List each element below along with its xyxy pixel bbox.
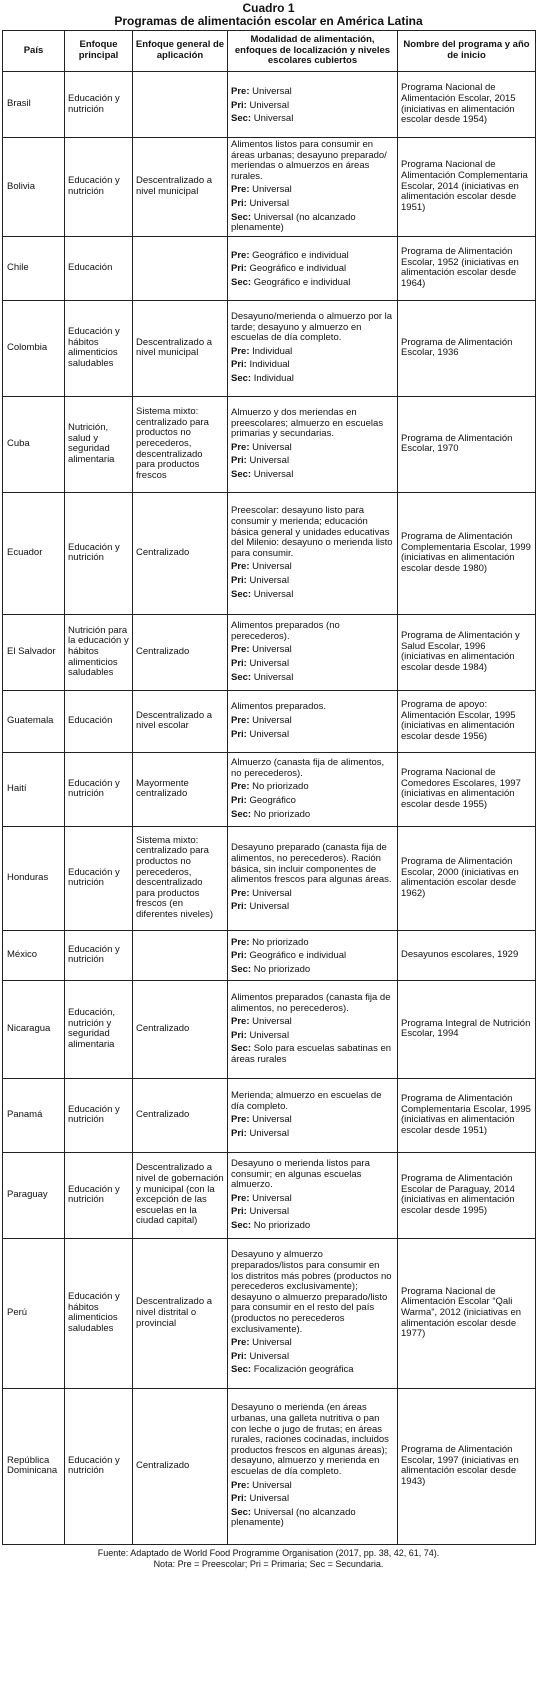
nivel-value: Universal [252, 184, 292, 196]
nivel-value: No priorizado [253, 964, 311, 976]
nivel-value: Geográfico e individual [252, 249, 349, 261]
cell-enfoque: Educación, nutrición y seguridad alimentaria [65, 980, 133, 1078]
nivel-value: Universal [249, 197, 290, 209]
nivel-item [231, 562, 394, 573]
nivel-value: Universal [252, 1016, 292, 1028]
cell-programa: Programa de apoyo: Alimentación Escolar, 1995 (iniciativas en alimentación escolar desde 1956) [398, 690, 536, 752]
table-row [3, 300, 536, 396]
nivel-label: Sec: [231, 671, 252, 683]
table-header-row [3, 31, 536, 72]
cell-programa: Programa Nacional de Comedores Escolares, 1997 (iniciativas en alimentación escolar desde 1955) [398, 752, 536, 826]
nivel-label: Pre: [231, 86, 250, 98]
nivel-value: Individual [253, 372, 294, 384]
nivel-label: Sec: [231, 588, 252, 600]
cell-pais: Cuba [3, 396, 65, 492]
cell-modalidad [228, 138, 398, 237]
nivel-item [231, 1352, 394, 1363]
nivel-label: Sec: [231, 1364, 252, 1376]
table-caption [0, 2, 537, 28]
cell-programa: Programa Nacional de Alimentación Escolar “Qali Warma”, 2012 (iniciativas en alimentación escolar desde 1977) [398, 1238, 536, 1388]
cell-aplicacion: Descentralizado a nivel municipal [133, 138, 228, 237]
cell-aplicacion: Sistema mixto: centralizado para productos no perecederos, descentralizado para productos frescos (en diferentes niveles) [133, 826, 228, 930]
nivel-label: Pri: [231, 901, 247, 913]
nivel-label: Sec: [231, 277, 252, 289]
nivel-item [231, 1508, 394, 1529]
cell-modalidad [228, 826, 398, 930]
cell-programa: Desayunos escolares, 1929 [398, 930, 536, 980]
nivel-item [231, 730, 394, 741]
nivel-item [231, 1221, 394, 1232]
cell-pais: Bolivia [3, 138, 65, 237]
nivel-item [231, 1017, 394, 1028]
nivel-label: Pri: [231, 99, 247, 111]
nivel-label: Pri: [231, 263, 247, 275]
cell-enfoque: Educación y nutrición [65, 930, 133, 980]
nivel-item [231, 938, 394, 949]
nivel-item [231, 1481, 394, 1492]
cell-programa: Programa de Alimentación Escolar de Paraguay, 2014 (iniciativas en alimentación escolar desde 1995) [398, 1152, 536, 1238]
cell-aplicacion: Centralizado [133, 1388, 228, 1544]
table-row [3, 1152, 536, 1238]
nivel-value: Universal (no alcanzado plenamente) [231, 1506, 356, 1529]
cell-pais: Panamá [3, 1078, 65, 1152]
cell-enfoque: Educación y nutrición [65, 752, 133, 826]
nivel-label: Pre: [231, 1114, 250, 1126]
cell-modalidad [228, 300, 398, 396]
table-row [3, 690, 536, 752]
nivel-item [231, 199, 394, 210]
nivel-value: Universal [253, 588, 294, 600]
nivel-label: Pre: [231, 345, 250, 357]
nivel-item [231, 1129, 394, 1140]
nivel-value: Universal [249, 99, 290, 111]
cell-programa: Programa de Alimentación Complementaria Escolar, 1999 (iniciativas en alimentación escolar desde 1980) [398, 492, 536, 614]
nivel-label: Pre: [231, 249, 250, 261]
table-row [3, 1238, 536, 1388]
nivel-label: Pre: [231, 1016, 250, 1028]
modalidad-text: Preescolar: desayuno listo para consumir y merienda; educación básica general y unidades educativas del Milenio: desayuno o merienda listo para consumir. [231, 505, 393, 559]
modalidad-text: Merienda; almuerzo en escuelas de día completo. [231, 1090, 382, 1112]
nivel-value: Individual [252, 345, 293, 357]
nivel-value: Universal [253, 113, 294, 125]
nivel-value: Geográfico [249, 795, 296, 807]
cell-enfoque: Educación y nutrición [65, 72, 133, 138]
nivel-item [231, 374, 394, 385]
nivel-item [231, 951, 394, 962]
modalidad-text: Alimentos preparados (canasta fija de alimentos, no perecederos). [231, 991, 391, 1014]
nivel-label: Pri: [231, 950, 247, 962]
nivel-item [231, 889, 394, 900]
nivel-label: Pre: [231, 781, 250, 793]
modalidad-text: Alimentos listos para consumir en áreas urbanas; desayuno preparado/ meriendas o almuerzos en áreas rurales. [231, 139, 387, 182]
nivel-value: Geográfico e individual [253, 277, 351, 289]
modalidad-text: Alimentos preparados (no perecederos). [231, 620, 340, 642]
nivel-value: Solo para escuelas sabatinas en áreas rurales [231, 1043, 392, 1065]
table-body [3, 72, 536, 1545]
nivel-item [231, 101, 394, 112]
cell-modalidad [228, 614, 398, 690]
cell-modalidad [228, 980, 398, 1078]
cell-modalidad [228, 1152, 398, 1238]
cell-enfoque: Educación y nutrición [65, 1078, 133, 1152]
nivel-label: Sec: [231, 964, 252, 976]
cell-enfoque: Nutrición para la educación y hábitos alimenticios saludables [65, 614, 133, 690]
nivel-value: No priorizado [252, 781, 309, 793]
nivel-value: Universal [249, 1127, 290, 1139]
cell-aplicacion: Descentralizado a nivel escolar [133, 690, 228, 752]
nivel-value: Universal [253, 468, 294, 480]
nivel-item [231, 360, 394, 371]
table-row [3, 752, 536, 826]
nivel-label: Pri: [231, 1206, 247, 1218]
cell-enfoque: Educación y hábitos alimenticios saludables [65, 1238, 133, 1388]
nivel-item [231, 213, 394, 234]
nivel-label: Pre: [231, 644, 250, 656]
nivel-label: Pri: [231, 795, 247, 807]
nivel-label: Sec: [231, 113, 252, 125]
nivel-label: Sec: [231, 372, 252, 384]
nivel-label: Pre: [231, 1192, 250, 1204]
nivel-item [231, 645, 394, 656]
cell-pais: Paraguay [3, 1152, 65, 1238]
nivel-label: Pri: [231, 1350, 247, 1362]
cell-programa: Programa de Alimentación Escolar, 1952 (iniciativas en alimentación escolar desde 1964) [398, 236, 536, 300]
nivel-item [231, 251, 394, 262]
nivel-value: Universal [249, 1350, 290, 1362]
table-row [3, 492, 536, 614]
cell-modalidad [228, 236, 398, 300]
footer-source: Fuente: Adaptado de World Food Programme Organisation (2017, pp. 38, 42, 61, 74). [97, 1547, 440, 1558]
nivel-item [231, 278, 394, 289]
nivel-label: Pre: [231, 887, 250, 899]
nivel-item [231, 185, 394, 196]
cell-modalidad [228, 1388, 398, 1544]
cell-aplicacion: Descentralizado a nivel de gobernación y municipal (con la excepción de las escuelas en la ciudad capital) [133, 1152, 228, 1238]
cell-modalidad [228, 1078, 398, 1152]
cell-pais: El Salvador [3, 614, 65, 690]
nivel-label: Sec: [231, 468, 252, 480]
nivel-value: Universal [249, 455, 290, 467]
cell-enfoque: Educación y nutrición [65, 492, 133, 614]
header-enfoque: Enfoque principal [65, 31, 133, 72]
table-row [3, 396, 536, 492]
cell-pais: Honduras [3, 826, 65, 930]
nivel-item [231, 782, 394, 793]
nivel-item [231, 114, 394, 125]
nivel-label: Pre: [231, 714, 250, 726]
nivel-value: No priorizado [253, 808, 311, 820]
nivel-value: Universal [252, 86, 292, 98]
cell-pais: Colombia [3, 300, 65, 396]
cell-pais: República Dominicana [3, 1388, 65, 1544]
nivel-label: Pri: [231, 728, 247, 740]
nivel-value: No priorizado [252, 936, 309, 948]
nivel-item [231, 443, 394, 454]
nivel-label: Pri: [231, 574, 247, 586]
cell-programa: Programa Integral de Nutrición Escolar, 1994 [398, 980, 536, 1078]
table-row [3, 980, 536, 1078]
nivel-label: Pri: [231, 197, 247, 209]
cell-aplicacion: Centralizado [133, 980, 228, 1078]
nivel-value: Universal [252, 561, 292, 573]
cell-aplicacion: Centralizado [133, 614, 228, 690]
cell-enfoque: Nutrición, salud y seguridad alimentaria [65, 396, 133, 492]
nivel-label: Pre: [231, 1337, 250, 1349]
nivel-item [231, 1115, 394, 1126]
modalidad-text: Desayuno o merienda listos para consumir; en algunas escuelas almuerzo. [231, 1157, 370, 1191]
cell-modalidad [228, 752, 398, 826]
nivel-item [231, 456, 394, 467]
nivel-label: Pri: [231, 359, 247, 371]
nivel-value: No priorizado [253, 1219, 311, 1231]
cell-enfoque: Educación y nutrición [65, 1388, 133, 1544]
cell-modalidad [228, 492, 398, 614]
cell-aplicacion: Centralizado [133, 492, 228, 614]
nivel-value: Universal [252, 441, 292, 453]
cell-enfoque: Educación y nutrición [65, 1152, 133, 1238]
modalidad-text: Desayuno y almuerzo preparados/listos para consumir en los distritos más pobres (productos no perecederos exclusivamente); desayuno o almuerzo preparado/listo para consumir en el resto del país (productos no perecederos exclusivamente). [231, 1249, 392, 1335]
cell-programa: Programa Nacional de Alimentación Escolar, 2015 (iniciativas en alimentación escolar desde 1954) [398, 72, 536, 138]
cell-aplicacion: Centralizado [133, 1078, 228, 1152]
nivel-value: Universal (no alcanzado plenamente) [231, 211, 356, 234]
table-row [3, 614, 536, 690]
header-aplicacion: Enfoque general de aplicación [133, 31, 228, 72]
modalidad-text: Almuerzo y dos meriendas en preescolares; almuerzo en escuelas primarias y secundarias. [231, 406, 384, 440]
nivel-label: Pri: [231, 658, 247, 670]
cell-pais: Guatemala [3, 690, 65, 752]
cell-programa: Programa de Alimentación Complementaria Escolar, 1995 (iniciativas en alimentación escolar desde 1951) [398, 1078, 536, 1152]
table-footer [0, 1548, 537, 1570]
nivel-label: Pre: [231, 184, 250, 196]
nivel-value: Individual [249, 359, 290, 371]
cell-modalidad [228, 396, 398, 492]
nivel-value: Universal [252, 644, 292, 656]
table-row [3, 236, 536, 300]
nivel-item [231, 965, 394, 976]
cell-aplicacion: Sistema mixto: centralizado para productos no perecederos, descentralizado para productos frescos [133, 396, 228, 492]
cell-modalidad [228, 690, 398, 752]
cell-enfoque: Educación [65, 690, 133, 752]
modalidad-text: Desayuno/merienda o almuerzo por la tarde; desayuno y almuerzo en escuelas de día completo. [231, 310, 393, 344]
table-row [3, 1078, 536, 1152]
nivel-item [231, 264, 394, 275]
nivel-item [231, 1365, 394, 1376]
nivel-value: Focalización geográfica [253, 1364, 354, 1376]
nivel-item [231, 673, 394, 684]
cell-programa: Programa Nacional de Alimentación Complementaria Escolar, 2014 (iniciativas en alimentación escolar desde 1951) [398, 138, 536, 237]
nivel-item [231, 347, 394, 358]
nivel-label: Pre: [231, 441, 250, 453]
table-row [3, 930, 536, 980]
cell-pais: Perú [3, 1238, 65, 1388]
nivel-value: Universal [249, 1029, 290, 1041]
cell-modalidad [228, 72, 398, 138]
nivel-label: Sec: [231, 211, 252, 223]
cell-pais: Nicaragua [3, 980, 65, 1078]
nivel-item [231, 902, 394, 913]
table-row [3, 138, 536, 237]
nivel-item [231, 810, 394, 821]
cell-programa: Programa de Alimentación Escolar, 2000 (iniciativas en alimentación escolar desde 1962) [398, 826, 536, 930]
nivel-value: Universal [249, 1206, 290, 1218]
nivel-value: Geográfico e individual [249, 263, 347, 275]
nivel-item [231, 1031, 394, 1042]
table-row [3, 1388, 536, 1544]
cell-programa: Programa de Alimentación Escolar, 1936 [398, 300, 536, 396]
nivel-label: Pre: [231, 561, 250, 573]
footer-note: Nota: Pre = Preescolar; Pri = Primaria; Sec = Secundaria. [153, 1558, 384, 1569]
cell-enfoque: Educación y hábitos alimenticios saludables [65, 300, 133, 396]
header-pais: País [3, 31, 65, 72]
modalidad-text: Desayuno preparado (canasta fija de alimentos, no perecederos). Ración básica, sin incluir componentes de alimentos frescos para algunas áreas. [231, 842, 392, 886]
nivel-value: Universal [252, 1114, 292, 1126]
nivel-item [231, 796, 394, 807]
nivel-value: Universal [253, 671, 294, 683]
cell-programa: Programa de Alimentación y Salud Escolar, 1996 (iniciativas en alimentación escolar desde 1984) [398, 614, 536, 690]
cell-pais: Chile [3, 236, 65, 300]
cell-pais: México [3, 930, 65, 980]
header-programa: Nombre del programa y año de inicio [398, 31, 536, 72]
modalidad-text: Desayuno o merienda (en áreas urbanas, una galleta nutritiva o pan con leche o jugo de frutas; en áreas rurales, raciones cocinadas, incluidos productos frescos en algunas áreas); desayuno, almuerzo y merienda en escuelas de día completo. [231, 1402, 389, 1478]
nivel-item [231, 590, 394, 601]
cell-modalidad [228, 1238, 398, 1388]
nivel-value: Universal [249, 901, 290, 913]
nivel-item [231, 87, 394, 98]
nivel-label: Sec: [231, 1219, 252, 1231]
header-modalidad: Modalidad de alimentación, enfoques de localización y niveles escolares cubiertos [228, 31, 398, 72]
cell-aplicacion: Descentralizado a nivel distrital o provincial [133, 1238, 228, 1388]
table-row [3, 826, 536, 930]
nivel-item [231, 470, 394, 481]
nivel-value: Universal [252, 1192, 292, 1204]
nivel-value: Universal [252, 1337, 292, 1349]
nivel-label: Pri: [231, 1493, 247, 1505]
cell-pais: Ecuador [3, 492, 65, 614]
nivel-label: Sec: [231, 808, 252, 820]
cell-aplicacion: Descentralizado a nivel municipal [133, 300, 228, 396]
nivel-label: Pri: [231, 1127, 247, 1139]
nivel-value: Universal [252, 1479, 292, 1491]
nivel-value: Universal [249, 658, 290, 670]
nivel-item [231, 1044, 394, 1065]
caption-title: Programas de alimentación escolar en América Latina [114, 14, 423, 28]
programs-table [2, 30, 536, 1545]
nivel-label: Sec: [231, 1043, 252, 1055]
nivel-value: Universal [249, 728, 290, 740]
nivel-label: Sec: [231, 1506, 252, 1518]
cell-enfoque: Educación y nutrición [65, 138, 133, 237]
nivel-item [231, 716, 394, 727]
cell-programa: Programa de Alimentación Escolar, 1970 [398, 396, 536, 492]
nivel-item [231, 1494, 394, 1505]
cell-aplicacion [133, 930, 228, 980]
cell-modalidad [228, 930, 398, 980]
cell-aplicacion: Mayormente centralizado [133, 752, 228, 826]
nivel-label: Pre: [231, 1479, 250, 1491]
nivel-label: Pre: [231, 936, 250, 948]
nivel-item [231, 1207, 394, 1218]
nivel-item [231, 1194, 394, 1205]
cell-enfoque: Educación y nutrición [65, 826, 133, 930]
nivel-label: Pri: [231, 1029, 247, 1041]
nivel-value: Universal [249, 574, 290, 586]
nivel-value: Universal [252, 714, 292, 726]
cell-pais: Brasil [3, 72, 65, 138]
cell-aplicacion [133, 236, 228, 300]
nivel-item [231, 659, 394, 670]
modalidad-text: Alimentos preparados. [231, 701, 327, 713]
cell-enfoque: Educación [65, 236, 133, 300]
cell-pais: Haití [3, 752, 65, 826]
cell-aplicacion [133, 72, 228, 138]
nivel-item [231, 1338, 394, 1349]
table-row [3, 72, 536, 138]
modalidad-text: Almuerzo (canasta fija de alimentos, no perecederos). [231, 757, 385, 779]
caption-number: Cuadro 1 [242, 1, 295, 15]
nivel-label: Pri: [231, 455, 247, 467]
nivel-value: Geográfico e individual [249, 950, 347, 962]
nivel-value: Universal [249, 1493, 290, 1505]
nivel-value: Universal [252, 887, 292, 899]
cell-programa: Programa de Alimentación Escolar, 1997 (iniciativas en alimentación escolar desde 1943) [398, 1388, 536, 1544]
nivel-item [231, 576, 394, 587]
